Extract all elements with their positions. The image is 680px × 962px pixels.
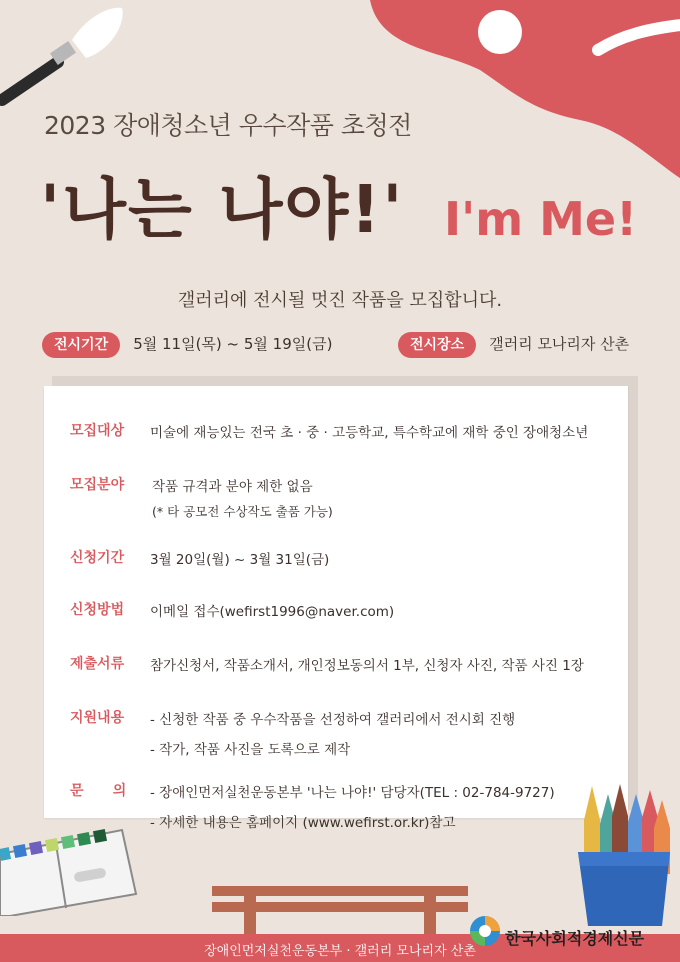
detail-label: 모집분야	[70, 477, 125, 493]
detail-label: 제출서류	[70, 656, 125, 672]
pencil-cup-icon	[574, 780, 674, 930]
detail-text: - 자세한 내용은 홈페이지 (www.wefirst.or.kr)참고	[150, 815, 456, 831]
detail-text: - 장애인먼저실천운동본부 '나는 나야!' 담당자(TEL : 02-784-9727)	[150, 785, 555, 801]
detail-label: 모집대상	[70, 423, 125, 439]
main-title: '나는 나야!'	[40, 171, 405, 248]
detail-text: 3월 20일(월) ~ 3월 31일(금)	[150, 552, 330, 568]
newspaper-logo-icon	[468, 914, 502, 948]
period-value: 5월 11일(목) ~ 5월 19일(금)	[133, 335, 333, 353]
english-title: I'm Me!	[444, 192, 638, 246]
detail-text: - 작가, 작품 사진을 도록으로 제작	[150, 742, 351, 758]
detail-label: 신청기간	[70, 550, 125, 566]
paintbrush-icon	[0, 0, 140, 110]
footer-organizers: 장애인먼저실천운동본부 · 갤러리 모나리자 산촌	[204, 944, 476, 959]
event-subtitle: 2023 장애청소년 우수작품 초청전	[44, 111, 412, 140]
detail-text: (* 타 공모전 수상작도 출품 가능)	[152, 504, 333, 519]
place-label-badge: 전시장소	[398, 332, 476, 358]
detail-text: 참가신청서, 작품소개서, 개인정보동의서 1부, 신청자 사진, 작품 사진 1장	[150, 658, 584, 674]
publisher-logo-text: 한국사회적경제신문	[505, 929, 645, 948]
detail-text: 미술에 재능있는 전국 초 · 중 · 고등학교, 특수학교에 재학 중인 장애청소년	[150, 425, 589, 441]
decorative-blob	[360, 0, 680, 190]
detail-text: 작품 규격과 분야 제한 없음	[152, 479, 313, 495]
period-label-badge: 전시기간	[42, 332, 120, 358]
tagline: 갤러리에 전시될 멋진 작품을 모집합니다.	[177, 290, 503, 311]
detail-label: 문 의	[70, 783, 127, 799]
detail-label: 신청방법	[70, 602, 125, 618]
detail-text: 이메일 접수(wefirst1996@naver.com)	[150, 604, 395, 620]
place-value: 갤러리 모나리자 산촌	[489, 335, 630, 353]
exhibition-place	[398, 333, 629, 354]
exhibition-period	[42, 333, 332, 354]
paint-palette-icon	[0, 816, 140, 916]
detail-text: - 신청한 작품 중 우수작품을 선정하여 갤러리에서 전시회 진행	[150, 712, 516, 728]
detail-label: 지원내용	[70, 710, 125, 726]
